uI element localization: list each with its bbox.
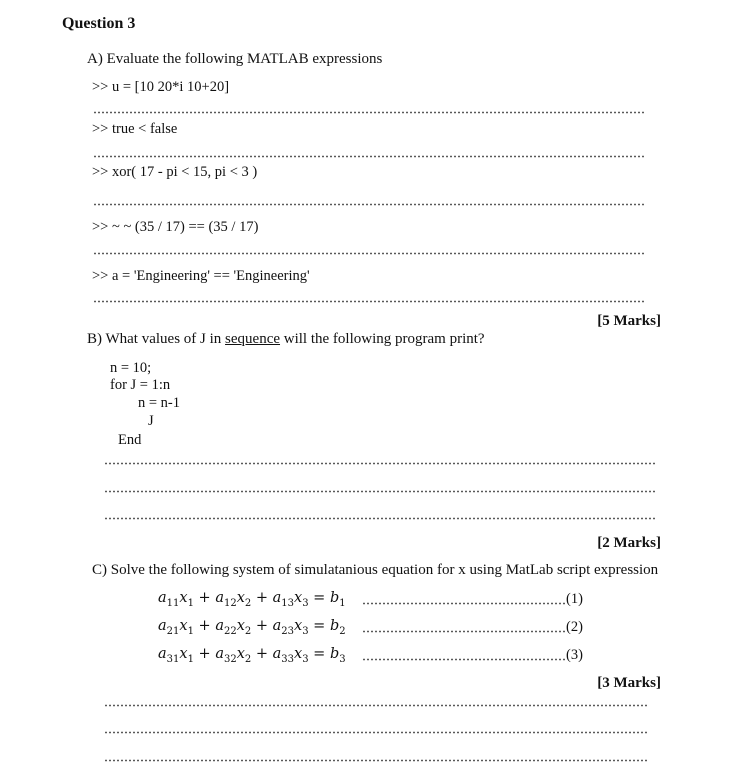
equation-2-leader (362, 630, 566, 633)
equation-3: $a_{31}x_1 + a_{32}x_2 + a_{33}x_3 = b_3$ (158, 646, 346, 665)
code-line-1: n = 10; (110, 360, 152, 376)
equation-1: $a_{11}x_1 + a_{12}x_2 + a_{13}x_3 = b_1$ (158, 590, 346, 609)
expression-3: >> xor( 17 - pi < 15, pi < 3 ) (92, 164, 258, 180)
answer-line-c1 (104, 704, 648, 707)
code-line-5: End (118, 432, 142, 448)
equation-2-label: (2) (566, 619, 583, 635)
part-b-prompt-end: will the following program print? (280, 331, 485, 347)
equation-2: $a_{21}x_1 + a_{22}x_2 + a_{23}x_3 = b_2$ (158, 618, 346, 637)
code-line-2: for J = 1:n (110, 377, 171, 393)
part-b-marks: [2 Marks] (597, 535, 661, 551)
answer-line-c3 (104, 759, 648, 762)
expression-1: >> u = [10 20*i 10+20] (92, 79, 230, 95)
part-b-prompt (87, 331, 485, 348)
part-a-prompt: A) Evaluate the following MATLAB expressions (87, 51, 383, 67)
part-c-marks: [3 Marks] (597, 675, 661, 691)
part-b-prompt-underlined: sequence (225, 331, 281, 347)
answer-line-b3 (104, 517, 657, 520)
answer-line-a5 (93, 300, 646, 303)
part-c-prompt: C) Solve the following system of simulatanious equation for x using MatLab script expression (92, 562, 659, 578)
answer-line-b2 (104, 490, 657, 493)
answer-line-a2 (93, 155, 646, 158)
answer-line-a1 (93, 111, 646, 114)
answer-line-a4 (93, 252, 646, 255)
answer-line-b1 (104, 462, 657, 465)
code-line-3: n = n-1 (138, 395, 181, 411)
code-line-4: J (148, 413, 154, 429)
expression-5: >> a = 'Engineering' == 'Engineering' (92, 268, 310, 284)
answer-line-c2 (104, 731, 648, 734)
part-b-prompt-start: B) What values of J in (87, 331, 226, 347)
expression-2: >> true < false (92, 121, 178, 137)
expression-4: >> ~ ~ (35 / 17) == (35 / 17) (92, 219, 259, 235)
equation-1-leader (362, 602, 566, 605)
equation-3-leader (362, 658, 566, 661)
equation-3-label: (3) (566, 647, 583, 663)
part-a-marks: [5 Marks] (597, 313, 661, 329)
question-title: Question 3 (62, 15, 136, 32)
equation-1-label: (1) (566, 591, 583, 607)
answer-line-a3 (93, 203, 646, 206)
